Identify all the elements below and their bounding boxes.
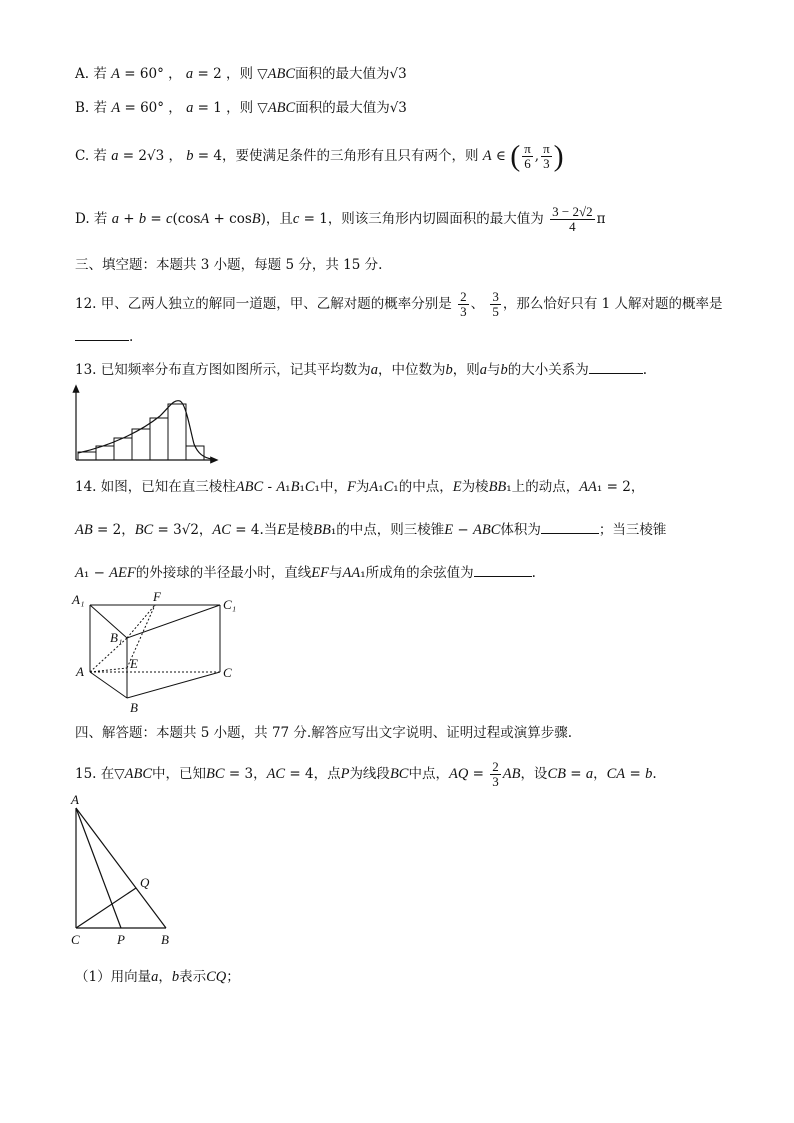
question-12: 12. 甲、乙两人独立的解同一道题，甲、乙解对题的概率分别是 $\frac{2}{3}$ 、 $\frac{3}{5}$ ，那么恰好只有 1 人解对题的概率是 — [75, 289, 723, 319]
label-a1: A₁ — [72, 592, 85, 607]
label-c1: C₁ — [223, 597, 237, 612]
label-p: P — [117, 932, 125, 947]
label-c: C — [71, 932, 80, 947]
density-curve — [78, 401, 212, 459]
histogram-bar — [132, 429, 150, 460]
prism-figure — [70, 590, 250, 720]
option-c: C. 若 a = 2√3 ， b = 4，要使满足条件的三角形有且只有两个，则 A ∈ ( $\frac{\pi}{6}$ , $\frac{\pi}{3}$ ) — [75, 139, 564, 173]
label-a: A — [76, 664, 84, 679]
option-b-label: B. 若 — [75, 100, 108, 116]
label-b: B — [161, 932, 169, 947]
option-d-label: D. 若 — [75, 211, 108, 227]
label-b1: B₁ — [110, 630, 123, 645]
label-a: A — [71, 792, 79, 807]
label-c: C — [223, 665, 232, 680]
option-b: B. 若 A = 60° ， a = 1 ，则 ▽ABC面积的最大值为√3 — [75, 100, 407, 116]
label-e: E — [130, 656, 138, 671]
option-a: A. 若 A = 60° ， a = 2 ，则 ▽ABC面积的最大值为√3 — [75, 66, 407, 82]
frequency-histogram-figure — [70, 384, 220, 466]
question-14-line-2: AB = 2，BC = 3√2，AC = 4.当E是棱BB₁的中点，则三棱锥E − ABC体积为 ；当三棱锥 — [75, 519, 666, 540]
question-15: 15. 在▽ABC中，已知BC = 3，AC = 4，点P为线段BC中点，AQ = $\frac{2}{3}$ AB，设CB = a，CA = b. — [75, 759, 657, 789]
triangle-figure — [66, 792, 186, 952]
label-f: F — [153, 590, 161, 604]
option-d: D. 若 a + b = c(cosA + cosB)，且c = 1，则该三角形内切圆面积的最大值为 $\frac{3 - 2√2}{4}$ π — [75, 204, 606, 234]
histogram-bar — [168, 404, 186, 460]
question-13: 13. 已知频率分布直方图如图所示，记其平均数为a，中位数为b，则a与b的大小关系为 . — [75, 359, 647, 380]
histogram-bar — [186, 446, 204, 460]
option-a-label: A. 若 — [75, 66, 107, 82]
question-12-blank: . — [75, 326, 133, 347]
label-q: Q — [140, 875, 150, 890]
question-15-part-1: （1）用向量a，b表示CQ； — [75, 969, 240, 985]
option-c-label: C. 若 — [75, 148, 107, 164]
histogram-bar — [96, 446, 114, 460]
question-14-line-3: A₁ − AEF的外接球的半径最小时，直线EF与AA₁所成角的余弦值为 . — [75, 562, 536, 583]
section-4-heading: 四、解答题：本题共 5 小题，共 77 分.解答应写出文字说明、证明过程或演算步骤. — [75, 725, 573, 741]
section-3-heading: 三、填空题：本题共 3 小题，每题 5 分，共 15 分. — [75, 257, 383, 273]
histogram-bar — [150, 418, 168, 460]
histogram-bar — [78, 452, 96, 460]
label-b: B — [130, 700, 138, 715]
question-14-line-1: 14. 如图，已知在直三棱柱ABC - A₁B₁C₁中，F为A₁C₁的中点，E为棱BB₁上的动点，AA₁ = 2， — [75, 479, 645, 495]
